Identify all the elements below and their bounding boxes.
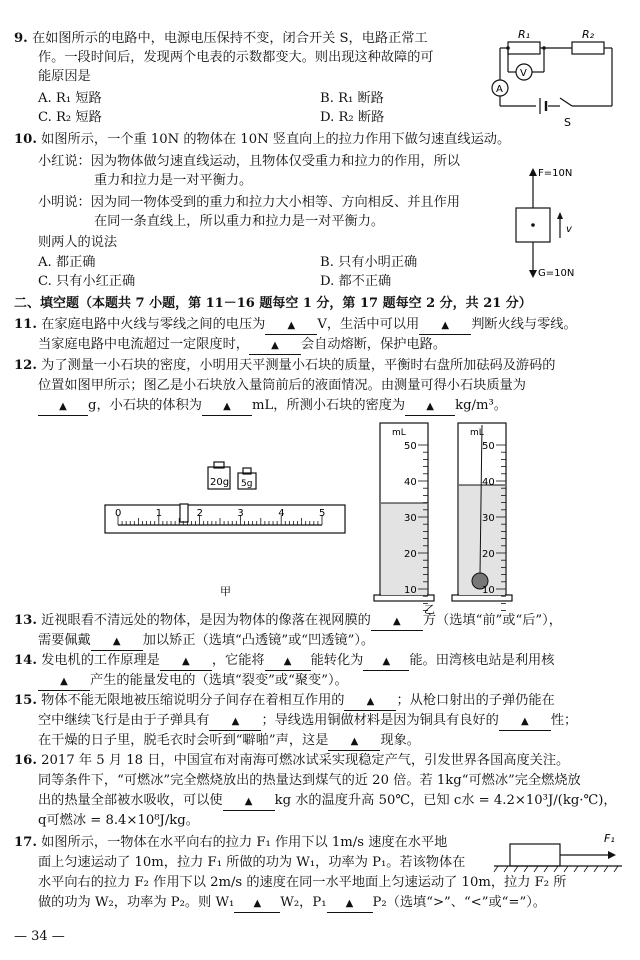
q15-number: 15. (14, 693, 37, 708)
q15-blank-3[interactable] (499, 713, 551, 731)
q14-text-a2: ，它能将 (211, 653, 265, 668)
q10-line1 (14, 131, 510, 149)
q10-hong2: 重力和拉力是一对平衡力。 (94, 173, 253, 188)
q16-number: 16. (14, 753, 37, 768)
q11-text-a1: 在家庭电路中火线与零线之间的电压为 (41, 317, 266, 332)
q14-blank-4[interactable] (38, 673, 90, 691)
q15-text-a2: ；从枪口射出的子弹仍能在 (396, 693, 555, 708)
f1-label: F₁ (604, 832, 615, 845)
q11-text-b2: 会自动熔断，保护电路。 (301, 337, 447, 352)
balance-ruler (105, 505, 345, 533)
q13-line1 (14, 612, 562, 631)
q17-text-b1: 面上匀速运动了 10m，拉力 F₁ 所做的功为 W₁，功率为 P₁。若该物体在 (38, 855, 466, 870)
q16-text-d1: q可燃冰 = 8.4×10⁸J/kg。 (38, 813, 199, 828)
r2-resistor (572, 42, 604, 54)
cylinder-tick-label: 10 (482, 585, 495, 596)
ruler-tick-label: 2 (196, 508, 203, 519)
q12-text-l3a: g，小石块的体积为 (88, 398, 202, 413)
q15-text-c1: 在干燥的日子里，脱毛衣时会听到“噼啪”声，这是 (38, 733, 329, 748)
q14-text-b2: 产生的能量发电的（选填“裂变”或“聚变”）。 (90, 673, 348, 688)
q15-text-a1: 物体不能无限地被压缩说明分子间存在着相互作用的 (41, 693, 345, 708)
q17-blank-2[interactable] (327, 895, 373, 913)
q12-blank-1[interactable] (38, 398, 88, 416)
q17-text-d2: W₂，P₁ (280, 895, 327, 910)
q9-option-b: B. R₁ 断路 (320, 91, 384, 106)
force-f-label: F=10N (538, 168, 573, 179)
cylinder-tick-label: 30 (404, 513, 417, 524)
q9-text2: 作。一段时间后，发现两个电表的示数都变大。则出现这种故障的可 (38, 50, 434, 65)
q13-text-b2: 加以矫正（选填“凸透镜”或“凹透镜”）。 (142, 633, 375, 648)
q17-text-a1: 如图所示，一物体在水平向右的拉力 F₁ 作用下以 1m/s 速度在水平地 (41, 835, 448, 850)
ruler-tick-label: 4 (278, 508, 285, 519)
q10-option-d: D. 都不正确 (320, 274, 392, 289)
q16-blank-1[interactable] (223, 793, 275, 811)
q14-text-a4: 能。田湾核电站是利用核 (409, 653, 555, 668)
q13-text-b1: 需要佩戴 (38, 633, 91, 648)
q10-text1: 如图所示，一个重 10N 的物体在 10N 竖直向上的拉力作用下做匀速直线运动。 (41, 132, 511, 147)
q12-line1 (14, 357, 555, 375)
q17-line4 (38, 894, 546, 913)
q10-hong1: 小红说：因为物体做匀速直线运动，且物体仅受重力和拉力的作用，所以 (38, 154, 460, 169)
q11-line2 (38, 336, 446, 355)
q9-number: 9. (14, 31, 28, 46)
q17-text-d1: 做的功为 W₂，功率为 P₂。则 W₁ (38, 895, 235, 910)
q15-text-b2: ；导线选用铜做材料是因为铜具有良好的 (261, 713, 499, 728)
ruler-tick-label: 5 (319, 508, 326, 519)
q10-number: 10. (14, 132, 37, 147)
q12-line3 (38, 397, 507, 416)
force-g-label: G=10N (538, 268, 575, 279)
q11-number: 11. (14, 317, 37, 332)
q12-text-l1: 为了测量一小石块的密度，小明用天平测量小石块的质量，平衡时右盘所加砝码及游码的 (41, 358, 556, 373)
q15-line2 (38, 712, 577, 731)
q17-text-c1: 水平向右的拉力 F₂ 作用下以 2m/s 的速度在同一水平地面上匀速运动了 10m，拉力 F₂ 所 (38, 875, 567, 890)
q16-text-c1: 出的热量全部被水吸收，可以使 (38, 793, 223, 808)
q12-blank-3[interactable] (405, 398, 455, 416)
ruler-tick-label: 3 (237, 508, 244, 519)
q10-ming1: 小明说：因为同一物体受到的重力和拉力大小相等、方向相反、并且作用 (38, 195, 460, 210)
q11-line1 (14, 316, 577, 335)
q15-blank-2[interactable] (209, 713, 261, 731)
q15-blank-1[interactable] (344, 693, 396, 711)
blank-marker: ▲ (253, 898, 262, 909)
blank-marker: ▲ (60, 676, 68, 687)
q16-text-c2: kg 水的温度升高 50℃，已知 c水 = 4.2×10³J/(kg·℃)， (274, 793, 617, 808)
blank-marker: ▲ (441, 320, 450, 331)
switch-label: S (564, 116, 571, 129)
blank-marker: ▲ (112, 636, 121, 647)
q10-option-a: A. 都正确 (38, 255, 96, 270)
q13-line2 (38, 632, 374, 651)
q11-blank-2[interactable] (419, 317, 471, 335)
ruler-tick-label: 1 (155, 508, 163, 519)
cylinder-tick-label: 40 (404, 477, 417, 488)
blank-marker: ▲ (520, 716, 529, 727)
blank-marker: ▲ (382, 656, 391, 667)
q15-text-c2: 现象。 (380, 733, 420, 748)
q15-blank-4[interactable] (328, 733, 380, 751)
q16-text-a1: 2017 年 5 月 18 日，中国宣布对南海可燃冰试采实现稳定产气，引发世界各国高度关注。 (41, 753, 570, 768)
q17-blank-1[interactable] (234, 895, 280, 913)
q14-blank-2[interactable] (265, 653, 311, 671)
q9-line1 (14, 30, 428, 48)
q12-figure-jia (100, 455, 350, 605)
cylinder-tick-label: 50 (404, 441, 417, 452)
q13-blank-1[interactable] (371, 613, 423, 631)
r2-label: R₂ (582, 28, 595, 41)
q15-text-b1: 空中继续飞行是由于子弹具有 (38, 713, 210, 728)
q13-text-a2: 方（选填“前”或“后”）， (422, 613, 562, 628)
q9-circuit-diagram (480, 26, 620, 136)
q14-number: 14. (14, 653, 37, 668)
section2-title: 二、填空题（本题共 7 小题，第 11－16 题每空 1 分，第 17 题每空 2 分，共 21 分） (14, 296, 532, 311)
blank-marker: ▲ (244, 796, 253, 807)
q10-force-diagram (500, 160, 590, 285)
blank-marker: ▲ (59, 401, 67, 412)
q9-option-c: C. R₂ 短路 (38, 110, 102, 125)
q16-line1 (14, 752, 569, 770)
q13-number: 13. (14, 613, 37, 628)
q13-text-a1: 近视眼看不清远处的物体，是因为物体的像落在视网膜的 (41, 613, 371, 628)
q15-text-b3: 性； (550, 713, 578, 728)
q12-figure-yi (370, 415, 540, 615)
cyl1-unit: mL (392, 428, 406, 438)
q17-block-diagram (492, 826, 632, 876)
blank-marker: ▲ (223, 401, 231, 412)
q14-line2 (38, 672, 348, 691)
q10-ask: 则两人的说法 (38, 235, 118, 250)
q13-blank-2[interactable] (91, 633, 143, 651)
q14-line1 (14, 652, 554, 671)
q11-blank-1[interactable] (265, 317, 317, 335)
q9-option-d: D. R₂ 断路 (320, 110, 385, 125)
blank-marker: ▲ (271, 340, 279, 351)
blank-marker: ▲ (283, 656, 292, 667)
cylinder-tick-label: 50 (482, 441, 495, 452)
q16-line3 (38, 792, 617, 811)
q11-text-b1: 当家庭电路中电流超过一定限度时， (38, 337, 249, 352)
cylinder-tick-label: 40 (482, 477, 495, 488)
q17-line1 (14, 834, 447, 852)
figure-yi-label: 乙 (424, 603, 435, 615)
q12-text-l2: 位置如图甲所示；图乙是小石块放入量筒前后的液面情况。由测量可得小石块质量为 (38, 378, 526, 393)
blank-marker: ▲ (345, 898, 354, 909)
q12-number: 12. (14, 358, 37, 373)
r1-resistor (508, 42, 540, 54)
weight-5g-label: 5g (241, 479, 253, 489)
q11-text-a2: V，生活中可以用 (317, 317, 420, 332)
q11-text-a3: 判断火线与零线。 (471, 317, 577, 332)
q17-text-d3: P₂（选填“>”、“<”或“=”）。 (372, 895, 546, 910)
q10-option-c: C. 只有小红正确 (38, 274, 136, 289)
figure-jia-label: 甲 (220, 585, 231, 598)
page-number: — 34 — (14, 929, 65, 944)
r1-label: R₁ (518, 28, 531, 41)
q12-blank-2[interactable] (202, 398, 252, 416)
voltmeter-label: V (520, 68, 527, 79)
blank-marker: ▲ (366, 696, 375, 707)
cyl2-unit: mL (470, 428, 484, 438)
cylinder-tick-label: 30 (482, 513, 495, 524)
q14-blank-1[interactable] (160, 653, 212, 671)
ammeter-label: A (496, 84, 503, 95)
blank-marker: ▲ (392, 616, 401, 627)
q9-option-a: A. R₁ 短路 (38, 91, 102, 106)
ruler-tick-label: 0 (115, 508, 122, 519)
q14-text-a3: 能转化为 (310, 653, 364, 668)
blank-marker: ▲ (426, 401, 434, 412)
blank-marker: ▲ (350, 736, 359, 747)
cylinder-tick-label: 10 (404, 585, 417, 596)
blank-marker: ▲ (287, 320, 296, 331)
q9-text1: 在如图所示的电路中，电源电压保持不变，闭合开关 S，电路正常工 (31, 31, 428, 46)
q11-blank-3[interactable] (249, 337, 301, 355)
q12-text-l3b: mL，所测小石块的密度为 (251, 398, 406, 413)
q14-text-a1: 发电机的工作原理是 (41, 653, 160, 668)
q17-number: 17. (14, 835, 37, 850)
q15-line3 (38, 732, 420, 751)
weight-20g-label: 20g (210, 477, 230, 488)
rider (180, 504, 188, 522)
cylinder-tick-label: 20 (404, 549, 417, 560)
blank-marker: ▲ (181, 656, 190, 667)
q15-line1 (14, 692, 555, 711)
q10-ming2: 在同一条直线上，所以重力和拉力是一对平衡力。 (94, 214, 385, 229)
q12-text-l3c: kg/m³。 (455, 398, 507, 413)
q10-option-b: B. 只有小明正确 (320, 255, 418, 270)
velocity-label: v (566, 224, 572, 235)
q9-text3: 能原因是 (38, 69, 91, 84)
q14-blank-3[interactable] (363, 653, 409, 671)
blank-marker: ▲ (231, 716, 240, 727)
q16-text-b1: 同等条件下，“可燃冰”完全燃烧放出的热量达到煤气的近 20 倍。若 1kg“可燃冰”完全燃烧放 (38, 773, 581, 788)
cylinder-tick-label: 20 (482, 549, 495, 560)
